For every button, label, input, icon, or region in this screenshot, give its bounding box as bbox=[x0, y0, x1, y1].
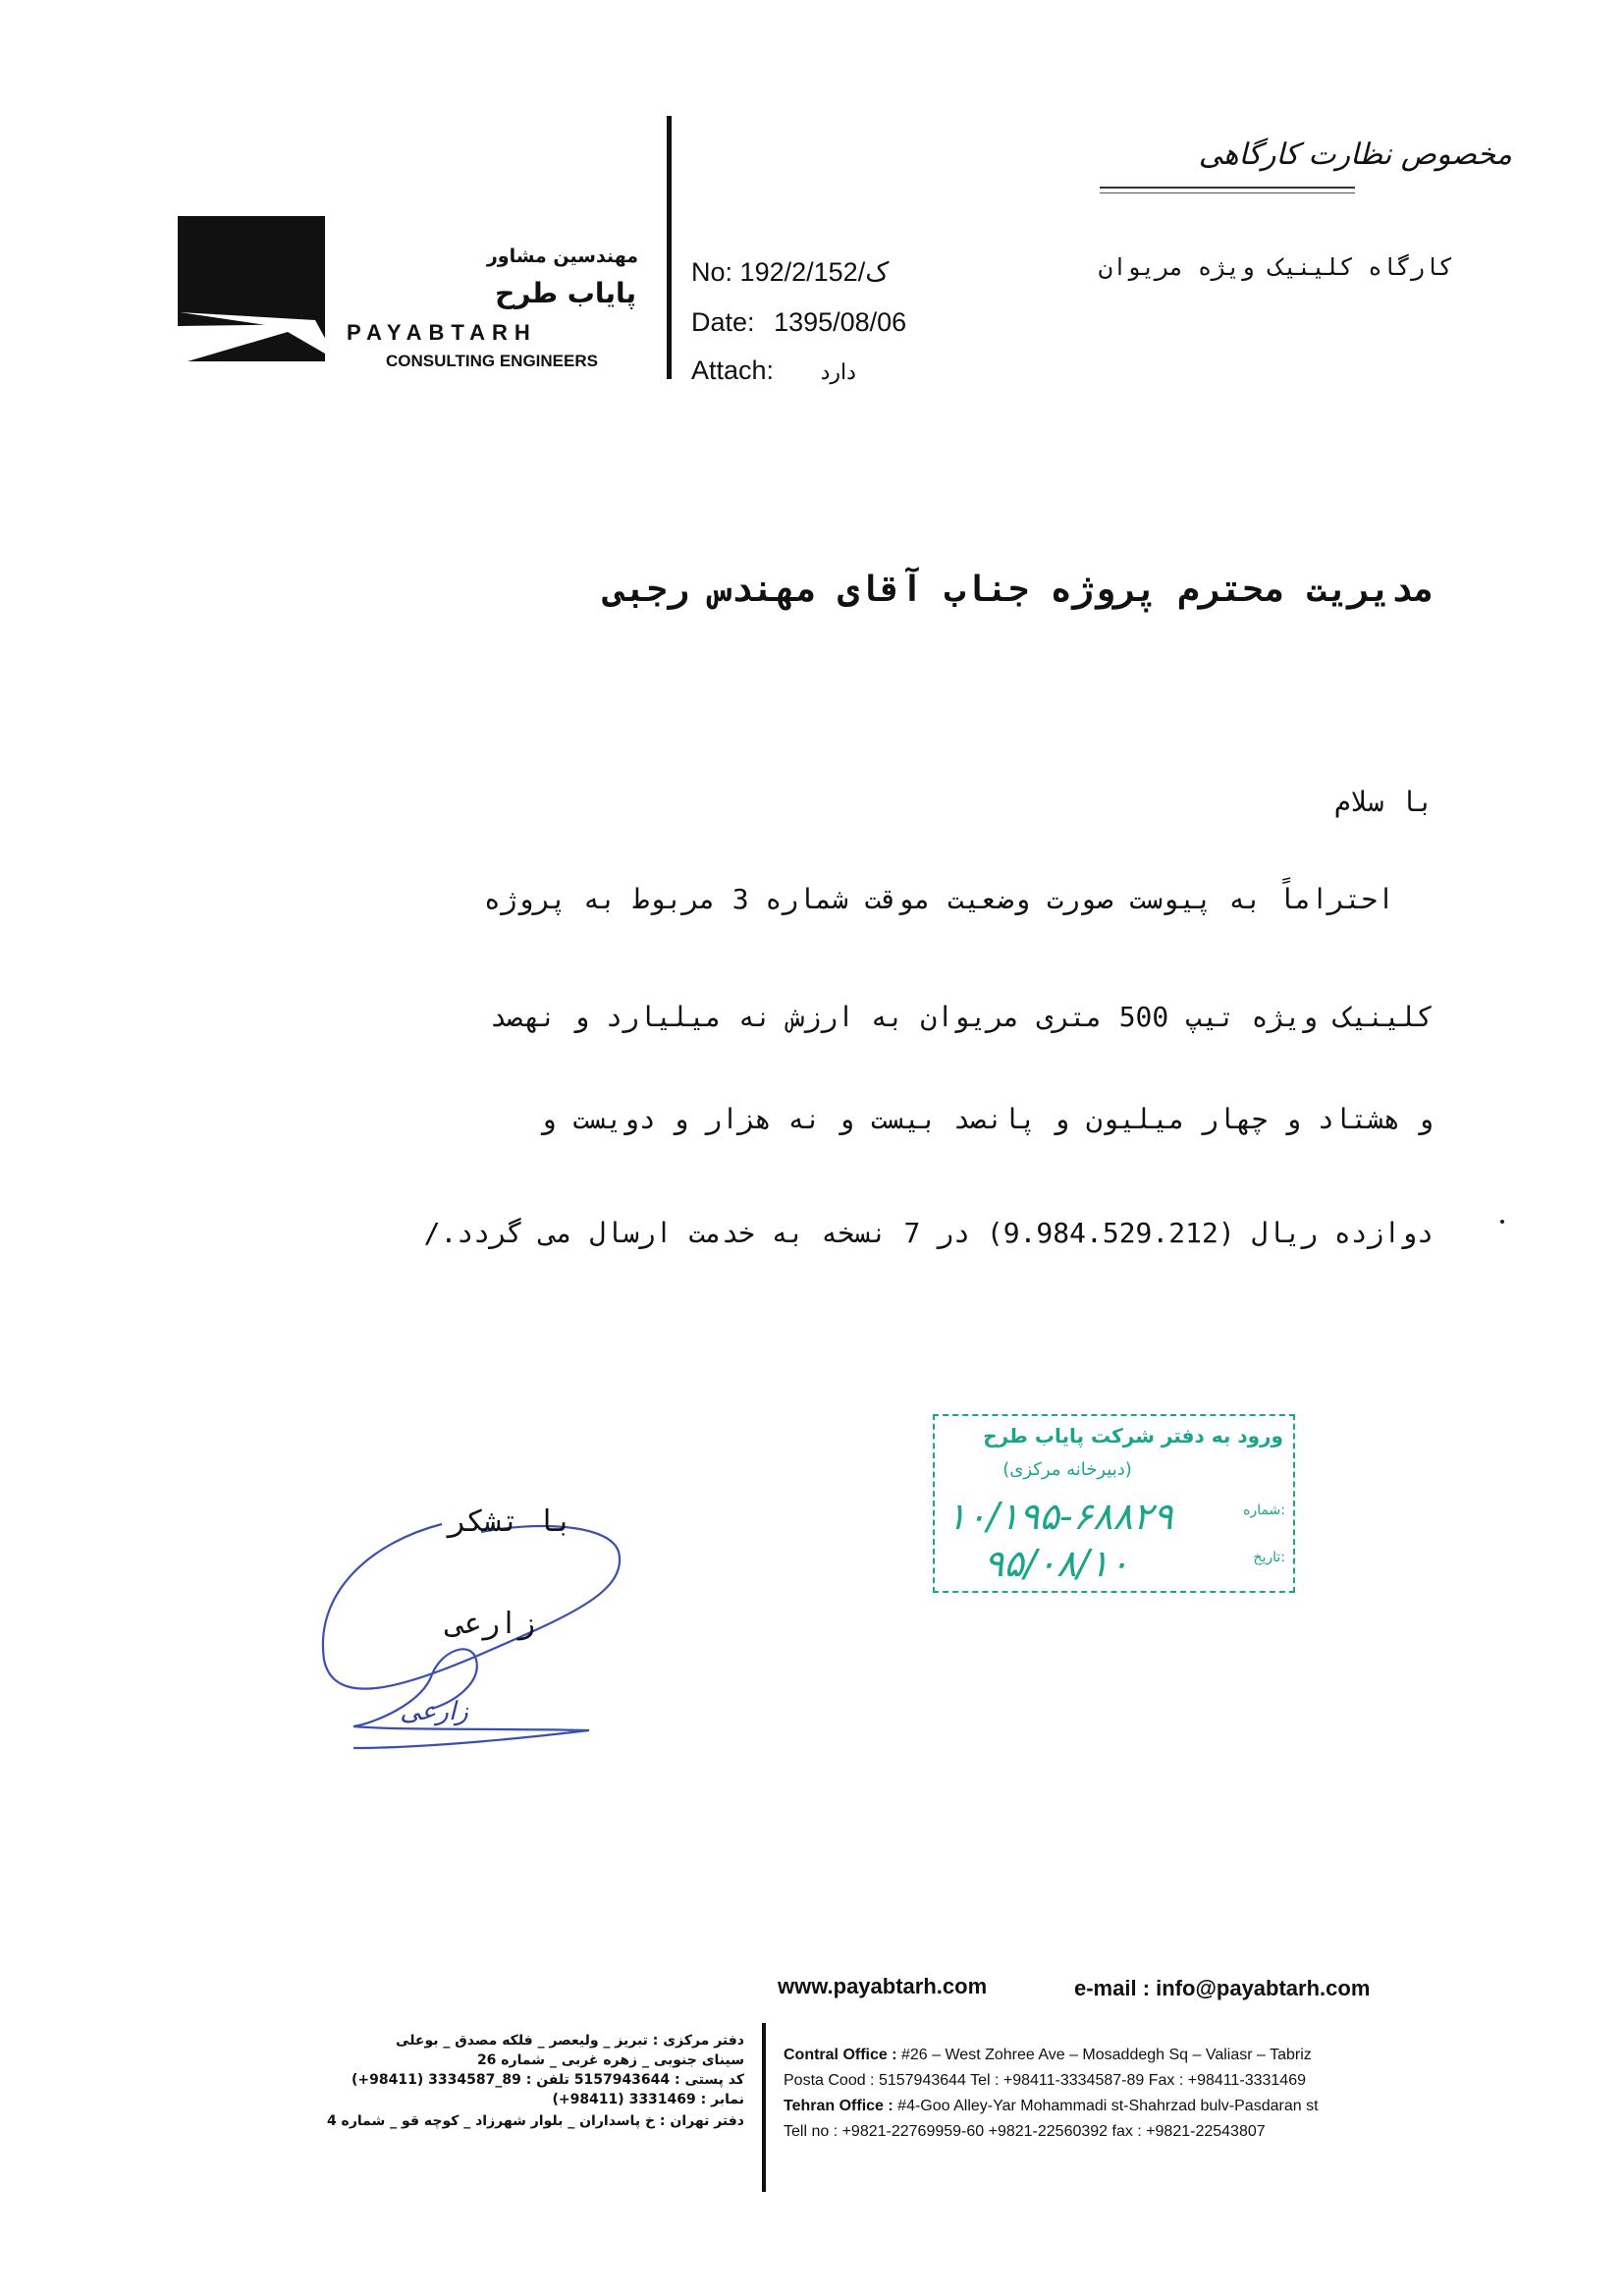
letter-number-label: No: bbox=[691, 257, 733, 287]
company-logo-icon bbox=[178, 216, 325, 361]
footer-fa-line-2: سینای جنوبی _ زهره غربی _ شماره 26 bbox=[476, 2052, 744, 2068]
paragraph-line-1: احتراماً به پیوست صورت وضعیت موقت شماره 3 مربوط به پروژه bbox=[483, 883, 1394, 915]
stamp-number-value: ۱۰/۱۹۵-۶۸۸۲۹ bbox=[947, 1495, 1173, 1538]
paragraph-line-3: و هشتاد و چهار میلیون و پانصد بیست و نه هزار و دویست و bbox=[539, 1103, 1434, 1135]
stamp-date-value: ۹۵/۰۸/۱۰ bbox=[984, 1542, 1130, 1585]
margin-dot bbox=[1500, 1220, 1504, 1224]
special-label-underline-2 bbox=[1100, 192, 1355, 193]
footer-en-line-4: Tell no : +9821-22769959-60 +9821-22560392 fax : +9821-22543807 bbox=[784, 2123, 1266, 2140]
footer-en-line-2: Posta Cood : 5157943644 Tel : +98411-3334587-89 Fax : +98411-3331469 bbox=[784, 2072, 1306, 2089]
stamp-title: ورود به دفتر شرکت پایاب طرح bbox=[983, 1424, 1283, 1448]
signer-name: زارعی bbox=[446, 1607, 536, 1641]
handwritten-signature: زارعی bbox=[400, 1697, 468, 1726]
paragraph-line-2: کلینیک ویژه تیپ 500 متری مریوان به ارزش نه میلیارد و نهصد bbox=[490, 1001, 1434, 1033]
greeting: با سلام bbox=[1333, 786, 1434, 818]
stamp-subtitle: (دبیرخانه مرکزی) bbox=[1002, 1459, 1132, 1480]
stamp-date-label: تاریخ: bbox=[1253, 1550, 1285, 1565]
special-label-underline bbox=[1100, 187, 1355, 189]
logo-fa-subtitle: مهندسین مشاور bbox=[486, 246, 638, 267]
letter-attach-value: دارد bbox=[820, 359, 856, 384]
footer-fa-line-4: نمابر : 3331469 (98411+) bbox=[552, 2092, 744, 2107]
stamp-number-label: شماره: bbox=[1243, 1503, 1285, 1518]
footer-fa-line-3: کد پستی : 5157943644 تلفن : 89_3334587 (98411+) bbox=[352, 2072, 744, 2088]
logo-en-subtitle: CONSULTING ENGINEERS bbox=[386, 352, 598, 370]
paragraph-line-4: دوازده ریال (9.984.529.212) در 7 نسخه به خدمت ارسال می گردد./ bbox=[423, 1217, 1434, 1249]
recipient-line: مدیریت محترم پروژه جناب آقای مهندس رجبی bbox=[603, 570, 1434, 610]
receipt-stamp bbox=[933, 1414, 1295, 1593]
website-link[interactable]: www.payabtarh.com bbox=[778, 1974, 988, 1998]
logo-en-name: PAYABTARH bbox=[347, 320, 537, 345]
letter-date-label: Date: bbox=[691, 307, 755, 337]
letter-attach-row bbox=[691, 355, 856, 386]
header-divider bbox=[667, 116, 672, 379]
letter-number-value: 192/2/ک/152 bbox=[739, 257, 890, 287]
logo-fa-name: پایاب طرح bbox=[495, 277, 636, 309]
closing-thanks: با تشکر bbox=[448, 1504, 573, 1539]
footer-en-line-1: Contral Office : #26 – West Zohree Ave – Mosaddegh Sq – Valiasr – Tabriz bbox=[784, 2047, 1312, 2063]
site-workshop-label: کارگاه کلینیک ویژه مریوان bbox=[1098, 253, 1453, 281]
email-link[interactable]: e-mail : info@payabtarh.com bbox=[1074, 1976, 1371, 2000]
special-supervision-label: مخصوص نظارت کارگاهی bbox=[1198, 137, 1512, 172]
letter-date-value: 1395/08/06 bbox=[774, 307, 907, 337]
letter-attach-label: Attach: bbox=[691, 355, 775, 385]
footer-divider bbox=[762, 2023, 766, 2192]
signature-scribble-icon bbox=[314, 1503, 638, 1787]
letter-date-row bbox=[691, 307, 906, 338]
footer-fa-line-1: دفتر مرکزی : تبریز _ ولیعصر _ فلکه مصدق _ بوعلی bbox=[396, 2033, 744, 2049]
footer-en-line-3: Tehran Office : #4-Goo Alley-Yar Mohammadi st-Shahrzad bulv-Pasdaran st bbox=[784, 2098, 1319, 2114]
letter-number-row bbox=[691, 257, 889, 288]
footer-fa-line-5: دفتر تهران : خ پاسداران _ بلوار شهرزاد _ کوچه قو _ شماره 4 bbox=[326, 2113, 744, 2129]
